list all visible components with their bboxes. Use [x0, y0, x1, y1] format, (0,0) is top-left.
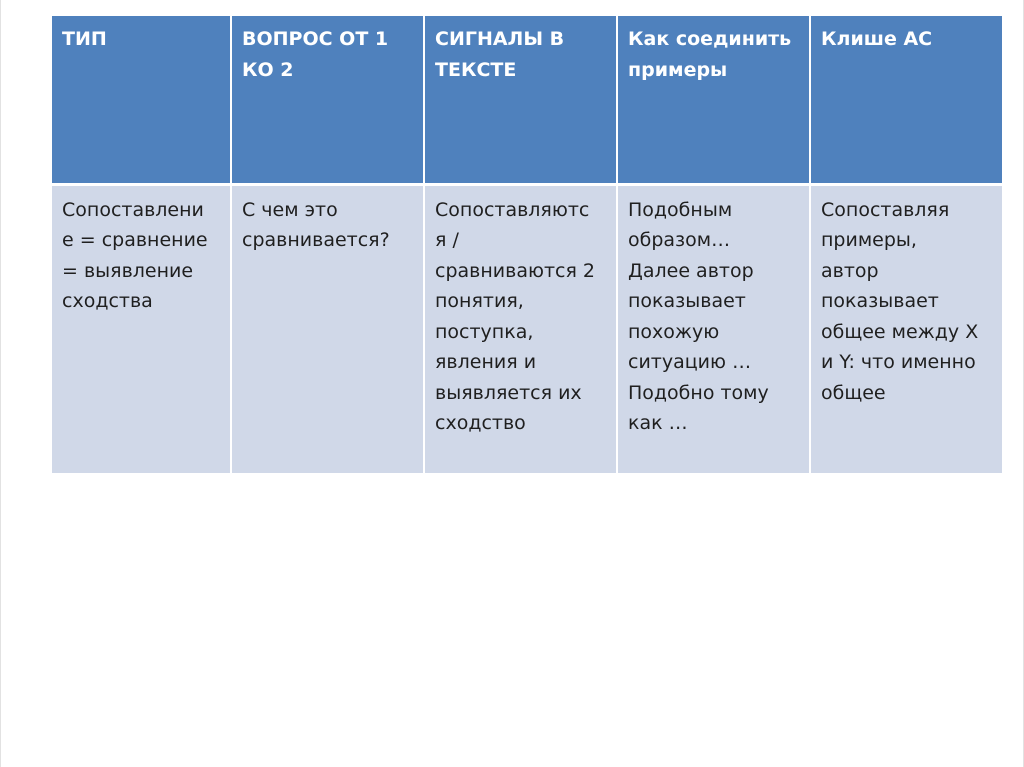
header-cliche — [810, 16, 1002, 184]
header-connect-label: Как соединить примеры — [628, 28, 792, 81]
cell-question-text: С чем это сравнивается? — [242, 198, 390, 251]
table-cell — [810, 184, 1002, 473]
header-type — [52, 16, 231, 184]
cell-cliche-text: Сопоставляя примеры, автор показывает общее между X и Y: что именно общее — [821, 198, 979, 404]
table-cell — [424, 184, 617, 473]
table-cell — [617, 184, 810, 473]
header-question-label: ВОПРОС ОТ 1 КО 2 — [242, 28, 389, 81]
header-signals — [424, 16, 617, 184]
header-connect — [617, 16, 810, 184]
cell-connect-text: Подобным образом… Далее автор показывает похожую ситуацию … Подобно тому как … — [628, 198, 769, 434]
table-cell — [52, 184, 231, 473]
cell-signals-text: Сопоставляютс я / сравниваются 2 понятия, поступка, явления и выявляется их сходство — [435, 198, 596, 434]
slide-left-edge — [0, 0, 1, 767]
table-row — [52, 184, 1002, 473]
table-cell — [231, 184, 424, 473]
header-cliche-label: Клише АС — [821, 28, 933, 50]
comparison-table — [52, 16, 1002, 473]
header-signals-label: СИГНАЛЫ В ТЕКСТЕ — [435, 28, 565, 81]
header-question — [231, 16, 424, 184]
table-header-row — [52, 16, 1002, 184]
cell-type-text: Сопоставлени е = сравнение = выявление сходства — [62, 198, 208, 312]
header-type-label: ТИП — [62, 28, 107, 50]
